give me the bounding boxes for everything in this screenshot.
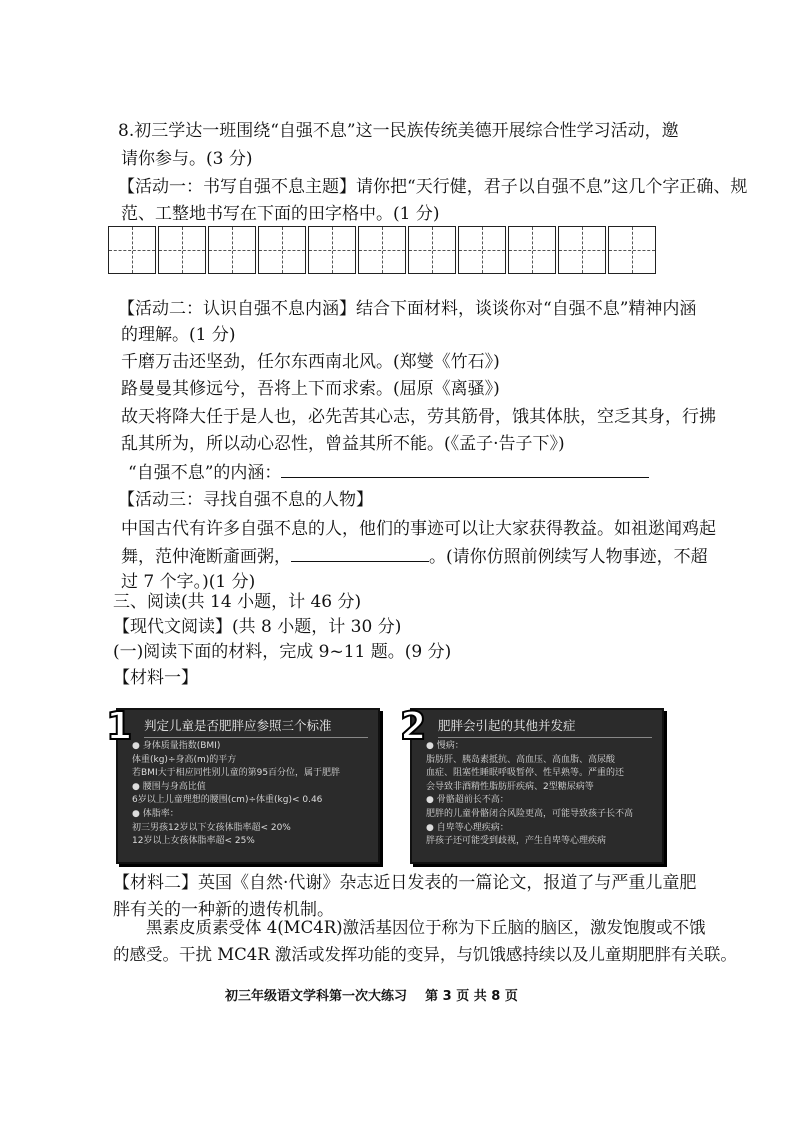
meaning-answer-row: [128, 461, 649, 484]
panel1-line: 若BMI大于相应同性别儿童的第95百分位，属于肥胖: [132, 768, 341, 779]
page-footer: 初三年级语文学科第一次大练习 第 3 页 共 8 页: [225, 989, 518, 1004]
tianzige-cell[interactable]: [108, 226, 156, 274]
q8-stem-line2: 请你参与。(3 分): [121, 149, 253, 169]
person-answer-blank[interactable]: [291, 545, 429, 562]
activity2-line1: 【活动二：认识自强不息内涵】结合下面材料，谈谈你对“自强不息”精神内涵: [118, 299, 697, 319]
tianzige-cell[interactable]: [308, 226, 356, 274]
meaning-label: “自强不息”的内涵：: [128, 463, 282, 483]
quote-lisao: 路曼曼其修远兮，吾将上下而求索。(屈原《离骚》): [121, 379, 500, 399]
tianzige-cell[interactable]: [158, 226, 206, 274]
activity1-line1: 【活动一：书写自强不息主题】请你把“天行健，君子以自强不息”这几个字正确、规: [118, 177, 748, 197]
panel2-line: 血症、阻塞性睡眠呼吸暂停、性早熟等。严重的还: [426, 768, 625, 779]
panel1-number: 1: [106, 704, 133, 748]
material2-line4: 的感受。干扰 MC4R 激活或发挥功能的变异，与饥饿感持续以及儿童期肥胖有关联。: [113, 945, 737, 964]
activity3-line3: 过 7 个字。)(1 分): [121, 572, 256, 592]
panel2-line: ● 慢病：: [426, 741, 464, 751]
tianzige-cell[interactable]: [458, 226, 506, 274]
panel2-title: 肥胖会引起的其他并发症: [438, 716, 652, 738]
quote-mengzi-line1: 故天将降大任于是人也，必先苦其心志，劳其筋骨，饿其体肤，空乏其身，行拂: [121, 407, 716, 427]
tianzige-cell[interactable]: [258, 226, 306, 274]
panel1-line: 12岁以上女孩体脂率超< 25%: [132, 836, 255, 847]
tianzige-cell[interactable]: [358, 226, 406, 274]
tianzige-cell[interactable]: [408, 226, 456, 274]
activity3-title: 【活动三：寻找自强不息的人物】: [118, 490, 373, 510]
panel1-title: 判定儿童是否肥胖应参照三个标准: [144, 716, 368, 738]
activity1-line2: 范、工整地书写在下面的田字格中。(1 分): [121, 204, 440, 224]
panel2-body: [426, 740, 654, 849]
modern-reading-heading: 【现代文阅读】(共 8 小题，计 30 分): [113, 617, 402, 637]
material1-panel-2: [400, 704, 664, 864]
quote-zhuyi: 千磨万击还坚劲，任尔东西南北风。(郑燮《竹石》): [121, 352, 500, 372]
panel2-line: 会导致非酒精性脂肪肝疾病、2型糖尿病等: [426, 781, 594, 792]
panel1-line: 初三男孩12岁以下女孩体脂率超< 20%: [132, 822, 291, 833]
panel2-line: 肥胖的儿童骨骼闭合风险更高，可能导致孩子长不高: [426, 808, 634, 819]
panel1-line: ● 身体质量指数(BMI): [132, 741, 221, 751]
tianzige-cell[interactable]: [558, 226, 606, 274]
activity3-line2-pre: 舞，范仲淹断齑画粥，: [121, 547, 291, 567]
q8-stem-line1: 8.初三学达一班围绕“自强不息”这一民族传统美德开展综合性学习活动，邀: [118, 121, 679, 141]
panel1-line: 体重(kg)÷身高(m)的平方: [132, 754, 237, 765]
activity3-line1: 中国古代有许多自强不息的人，他们的事迹可以让大家获得教益。如祖逖闻鸡起: [121, 519, 716, 539]
panel1-line: ● 体脂率：: [132, 808, 179, 819]
activity2-line2: 的理解。(1 分): [121, 325, 236, 345]
panel1-line: ● 腰围与身高比值: [132, 781, 206, 792]
panel2-line: ● 自卑等心理疾病：: [426, 822, 509, 833]
material1-panel-1: [106, 704, 380, 864]
meaning-answer-blank[interactable]: [281, 461, 649, 478]
panel2-line: 胖孩子还可能受到歧视，产生自卑等心理疾病: [426, 836, 607, 847]
tianzige-grid[interactable]: [108, 226, 658, 274]
tianzige-cell[interactable]: [208, 226, 256, 274]
panel1-body: [132, 740, 370, 849]
tianzige-cell[interactable]: [608, 226, 656, 274]
material2-line3: 黑素皮质素受体 4(MC4R)激活基因位于称为下丘脑的脑区，激发饱腹或不饿: [113, 918, 706, 937]
quote-mengzi-line2: 乱其所为，所以动心忍性，曾益其所不能。(《孟子·告子下》): [121, 434, 565, 454]
part1-instruction: (一)阅读下面的材料，完成 9~11 题。(9 分): [113, 642, 452, 662]
material1-label: 【材料一】: [113, 668, 198, 688]
panel1-line: 6岁以上儿童理想的腰围(cm)÷体重(kg)< 0.46: [132, 795, 323, 806]
panel2-line: 脂肪肝、胰岛素抵抗、高血压、高血脂、高尿酸: [426, 754, 616, 765]
activity3-line2: [121, 545, 708, 568]
activity3-line2-post: 。(请你仿照前例续写人物事迹，不超: [429, 547, 708, 567]
panel2-line: ● 骨骼超前长不高：: [426, 795, 509, 806]
section3-title: 三、阅读(共 14 小题，计 46 分): [113, 592, 362, 612]
material2-line1: 【材料二】英国《自然·代谢》杂志近日发表的一篇论文，报道了与严重儿童肥: [113, 873, 697, 893]
panel2-number: 2: [400, 704, 427, 748]
material2-line2: 胖有关的一种新的遗传机制。: [113, 900, 334, 920]
tianzige-cell[interactable]: [508, 226, 556, 274]
